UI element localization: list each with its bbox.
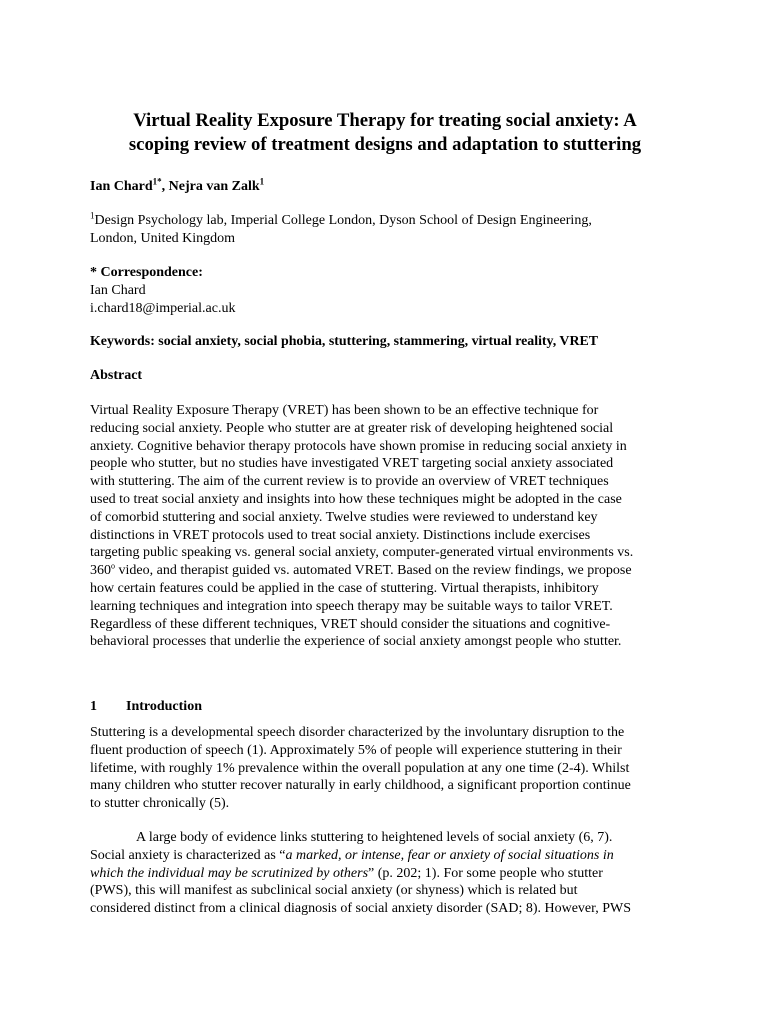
abstract-line: targeting public speaking vs. general social anxiety, computer-generated virtual environments vs. [90, 545, 634, 561]
intro-line: Stuttering is a developmental speech disorder characterized by the involuntary disruption to the [90, 725, 625, 740]
author-affiliation-mark: 1 [259, 176, 265, 187]
intro-line [90, 847, 680, 865]
intro-quote: a marked, or intense, fear or anxiety of social situations in [285, 847, 614, 863]
keywords: Keywords: social anxiety, social phobia, stuttering, stammering, virtual reality, VRET [90, 334, 599, 349]
intro-line: A large body of evidence links stuttering to heightened levels of social anxiety (6, 7). [136, 830, 613, 845]
author-affiliation-mark: 1* [152, 176, 162, 187]
abstract-heading: Abstract [90, 368, 143, 383]
intro-line: considered distinct from a clinical diagnosis of social anxiety disorder (SAD; 8). However, PWS [90, 901, 632, 917]
intro-line: to stutter chronically (5). [90, 796, 230, 812]
intro-paragraph-2 [90, 829, 680, 918]
intro-line: lifetime, with roughly 1% prevalence within the overall population at any one time (2-4). Whilst [90, 760, 630, 776]
correspondence-email: i.chard18@imperial.ac.uk [90, 301, 236, 316]
affiliation-text: Design Psychology lab, Imperial College London, Dyson School of Design Engineering, [94, 213, 592, 228]
abstract-line: reducing social anxiety. People who stutter are at greater risk of developing heightened social [90, 420, 614, 436]
affiliation [90, 212, 690, 248]
abstract-line: Virtual Reality Exposure Therapy (VRET) has been shown to be an effective technique for [90, 403, 599, 418]
author-separator: , [161, 179, 169, 194]
section-title: Introduction [126, 699, 202, 714]
author-list [90, 178, 264, 196]
author-name: Nejra van Zalk [168, 179, 260, 194]
correspondence-name: Ian Chard [90, 283, 146, 298]
title-line: scoping review of treatment designs and adaptation to stuttering [128, 134, 642, 155]
intro-line [90, 865, 680, 883]
abstract-line: learning techniques and integration into speech therapy may be suitable ways to tailor VRET. [90, 598, 613, 614]
affiliation-mark: 1 [90, 210, 95, 221]
author-name: Ian Chard [90, 179, 153, 194]
abstract-line: with stuttering. The aim of the current review is to provide an overview of VRET techniques [90, 474, 609, 490]
abstract-line [90, 562, 680, 580]
section-heading [90, 698, 202, 716]
degree-mark: o [111, 561, 115, 571]
abstract-line: Regardless of these different techniques, VRET should consider the situations and cognitive- [90, 616, 611, 632]
correspondence-label: * Correspondence: [90, 265, 203, 280]
intro-text: Social anxiety is characterized as “ [90, 847, 286, 863]
title-line: Virtual Reality Exposure Therapy for treating social anxiety: A [133, 110, 637, 131]
abstract-body [90, 402, 680, 651]
abstract-360: 360 [90, 563, 111, 579]
intro-text: ” (p. 202; 1). For some people who stutter [368, 865, 603, 881]
intro-quote: which the individual may be scrutinized by others [90, 865, 369, 881]
section-number: 1 [90, 699, 97, 714]
abstract-line: anxiety. Cognitive behavior therapy protocols have shown promise in reducing social anxiety in [90, 438, 627, 454]
abstract-line: of comorbid stuttering and social anxiety. Twelve studies were reviewed to understand key [90, 509, 598, 525]
correspondence-block [90, 264, 235, 318]
abstract-line-rest: video, and therapist guided vs. automated VRET. Based on the review findings, we propose [118, 563, 632, 579]
paper-title [90, 109, 680, 157]
abstract-line: behavioral processes that underlie the experience of social anxiety amongst people who stutter. [90, 634, 622, 650]
intro-line: fluent production of speech (1). Approximately 5% of people will experience stuttering in their [90, 742, 622, 758]
intro-line: (PWS), this will manifest as subclinical social anxiety (or shyness) which is related but [90, 883, 578, 899]
abstract-line: distinctions in VRET protocols used to treat social anxiety. Distinctions include exercises [90, 527, 591, 543]
affiliation-text: London, United Kingdom [90, 231, 236, 246]
abstract-line: how certain features could be applied in the case of stuttering. Virtual therapists, inhibitory [90, 580, 599, 596]
intro-paragraph-1 [90, 724, 680, 813]
abstract-line: used to treat social anxiety and insights into how these techniques might be adopted in the case [90, 491, 622, 507]
intro-line: many children who stutter recover naturally in early childhood, a significant proportion continue [90, 778, 631, 794]
abstract-line: people who stutter, but no studies have investigated VRET targeting social anxiety associated [90, 456, 614, 472]
